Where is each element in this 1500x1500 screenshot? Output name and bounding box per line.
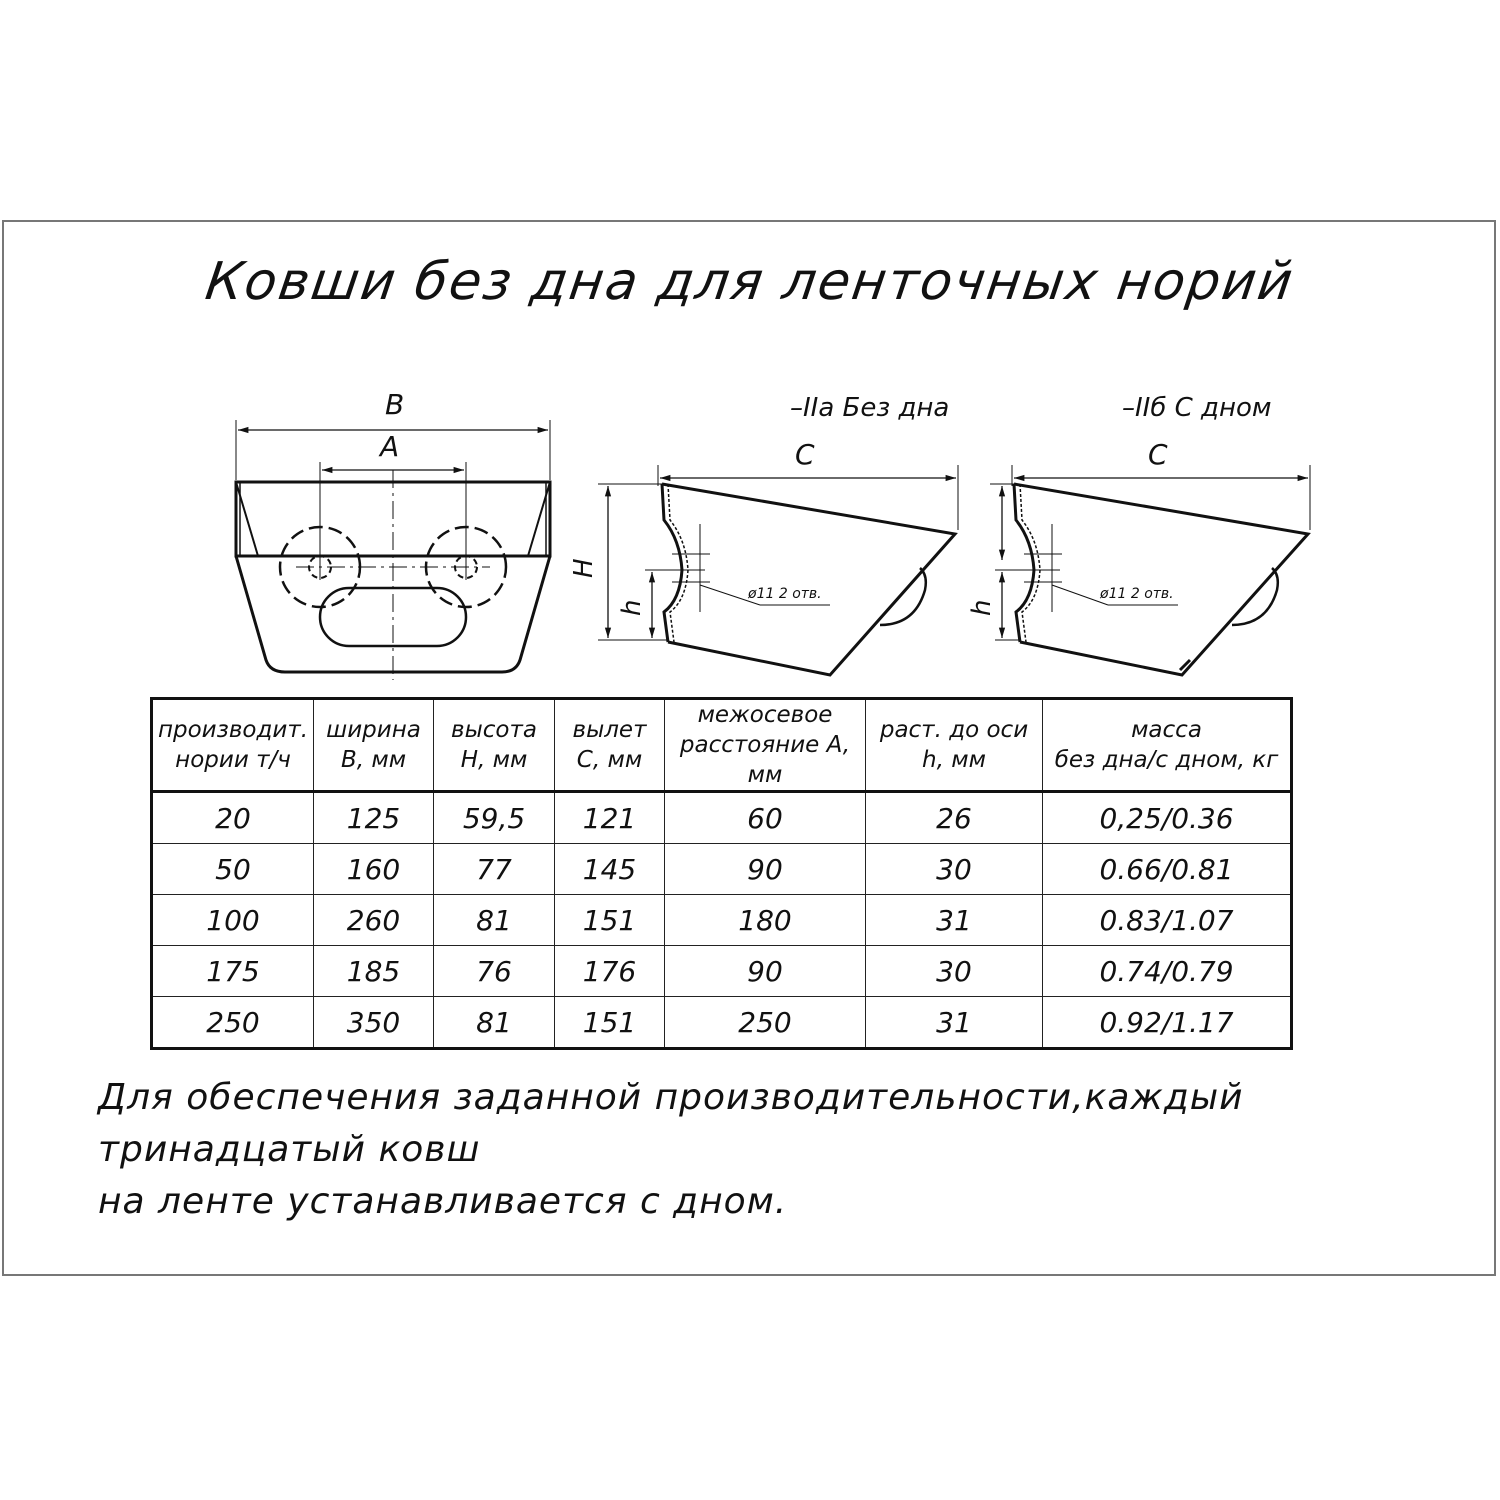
table-cell: 185 — [314, 946, 434, 997]
table-cell: 151 — [555, 997, 665, 1049]
dim-label-h-lower-b: h — [967, 599, 997, 616]
header-axis-distance: раст. до оси h, мм — [866, 699, 1043, 792]
header-height: высота H, мм — [434, 699, 555, 792]
caption-without-bottom: –IIa Без дна — [790, 393, 950, 423]
table-row — [152, 792, 1292, 844]
table-cell: 31 — [866, 997, 1043, 1049]
footnote-line-2: на ленте устанавливается с дном. — [98, 1181, 788, 1222]
page-title: Ковши без дна для ленточных норий — [201, 252, 1299, 312]
table-cell: 121 — [555, 792, 665, 844]
table-cell: 0,25/0.36 — [1043, 792, 1292, 844]
table-cell: 0.83/1.07 — [1043, 895, 1292, 946]
hole-note-a: ø11 2 отв. — [748, 586, 822, 602]
bucket-technical-drawing — [0, 0, 1500, 700]
dim-label-c-b: C — [1148, 438, 1168, 471]
table-cell: 260 — [314, 895, 434, 946]
table-row — [152, 895, 1292, 946]
table-cell: 151 — [555, 895, 665, 946]
table-cell: 59,5 — [434, 792, 555, 844]
table-cell: 180 — [665, 895, 866, 946]
table-cell: 31 — [866, 895, 1043, 946]
table-cell: 175 — [152, 946, 314, 997]
table-cell: 0.66/0.81 — [1043, 844, 1292, 895]
table-cell: 81 — [434, 895, 555, 946]
table-cell: 77 — [434, 844, 555, 895]
table-cell: 60 — [665, 792, 866, 844]
dim-label-c-a: C — [795, 438, 815, 471]
side-view-with-bottom — [990, 465, 1310, 675]
table-row — [152, 997, 1292, 1049]
side-view-without-bottom — [598, 465, 958, 675]
table-cell: 350 — [314, 997, 434, 1049]
table-cell: 81 — [434, 997, 555, 1049]
table-cell: 76 — [434, 946, 555, 997]
table-cell: 26 — [866, 792, 1043, 844]
hole-note-b: ø11 2 отв. — [1100, 586, 1174, 602]
footnote — [98, 1072, 1478, 1228]
dim-label-a: A — [380, 430, 400, 463]
table-cell: 250 — [665, 997, 866, 1049]
header-center-distance: межосевое расстояние A, мм — [665, 699, 866, 792]
table-cell: 176 — [555, 946, 665, 997]
header-capacity: производит. нории т/ч — [152, 699, 314, 792]
table-cell: 0.92/1.17 — [1043, 997, 1292, 1049]
table-cell: 20 — [152, 792, 314, 844]
header-mass: масса без дна/с дном, кг — [1043, 699, 1292, 792]
footnote-line-1: Для обеспечения заданной производительности,каждый тринадцатый ковш — [98, 1077, 1244, 1170]
table-cell: 90 — [665, 946, 866, 997]
dim-label-h-upper: H — [569, 558, 599, 578]
table-cell: 0.74/0.79 — [1043, 946, 1292, 997]
table-cell: 90 — [665, 844, 866, 895]
table-cell: 145 — [555, 844, 665, 895]
table-cell: 250 — [152, 997, 314, 1049]
table-row — [152, 946, 1292, 997]
table-cell: 125 — [314, 792, 434, 844]
table-header-row — [152, 699, 1292, 792]
specification-table — [150, 697, 1293, 1050]
table-cell: 50 — [152, 844, 314, 895]
table-cell: 160 — [314, 844, 434, 895]
dim-label-b: B — [385, 388, 405, 421]
header-reach: вылет C, мм — [555, 699, 665, 792]
table-cell: 100 — [152, 895, 314, 946]
dim-label-h-lower-a: h — [617, 599, 647, 616]
table-cell: 30 — [866, 844, 1043, 895]
caption-with-bottom: –IIб С дном — [1122, 393, 1272, 423]
table-cell: 30 — [866, 946, 1043, 997]
header-width: ширина B, мм — [314, 699, 434, 792]
table-row — [152, 844, 1292, 895]
